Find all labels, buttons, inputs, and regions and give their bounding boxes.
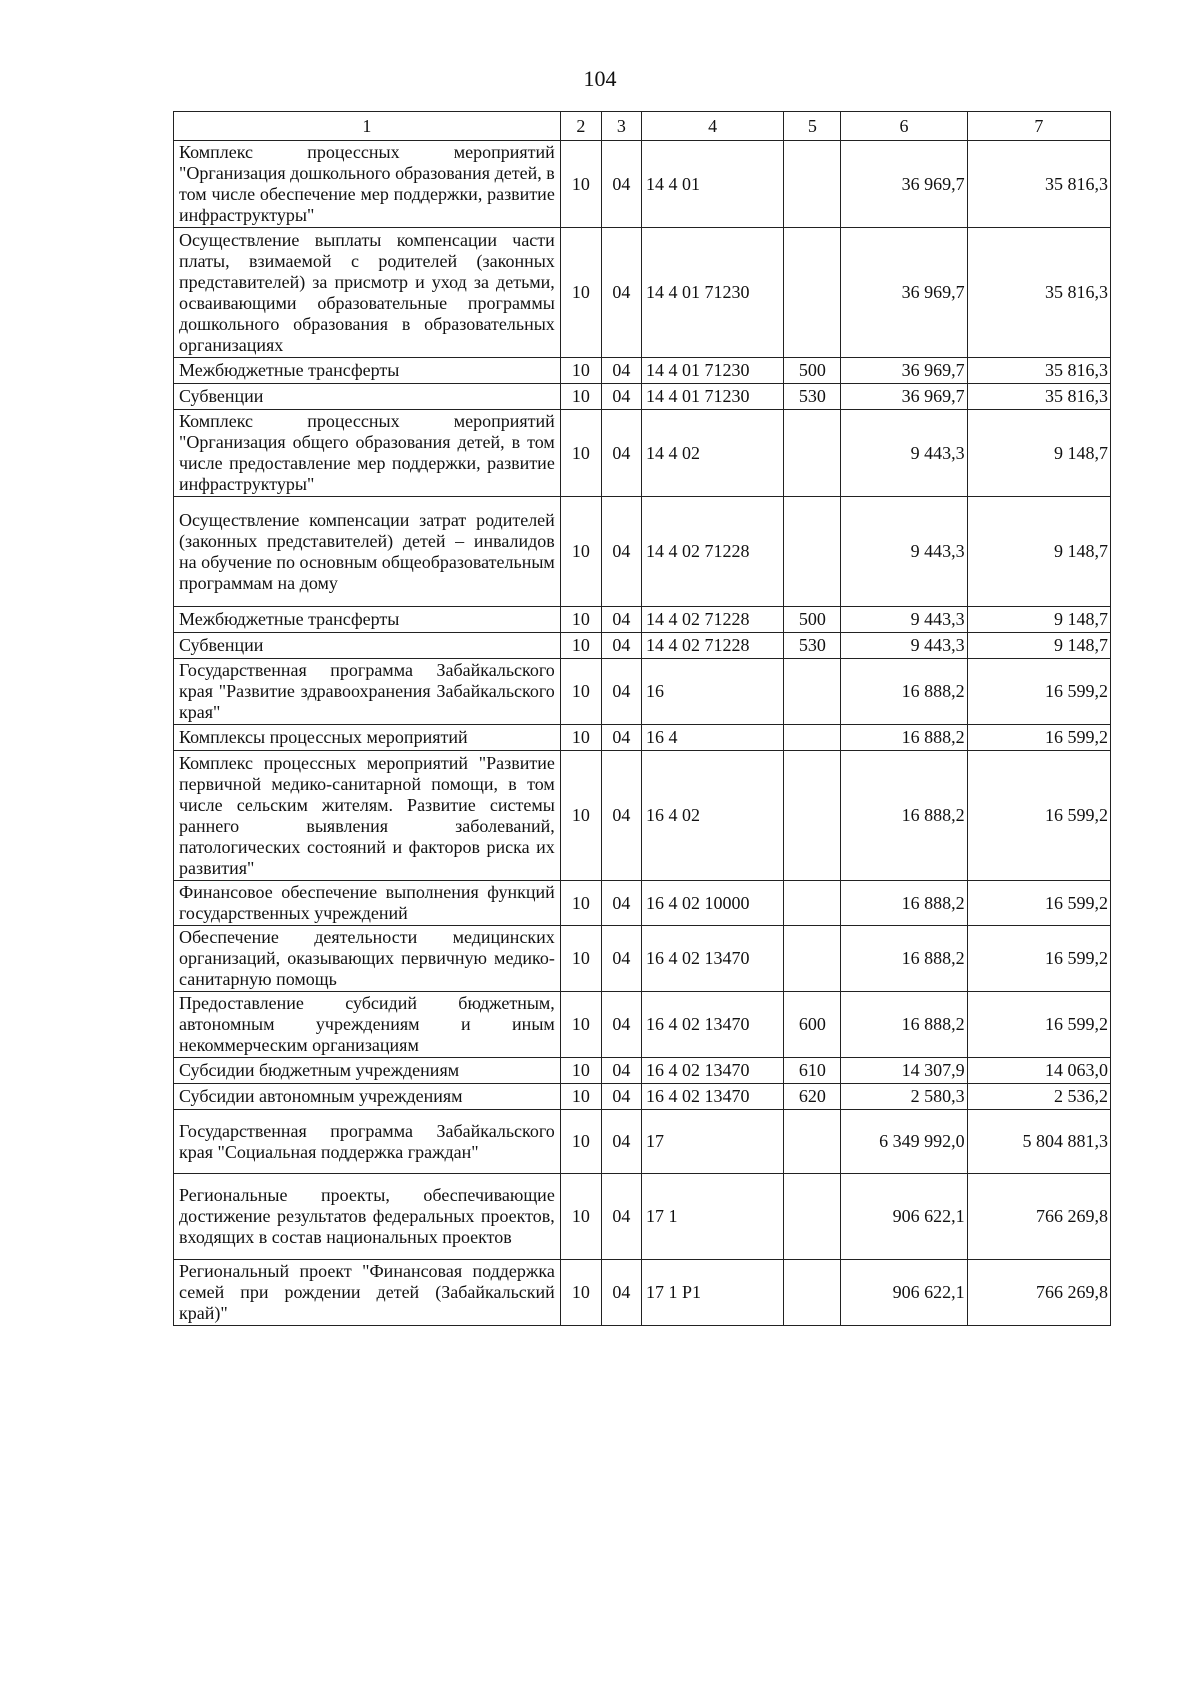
subsection-cell: 04 — [601, 1174, 641, 1260]
amount-col6-cell: 2 580,3 — [841, 1084, 967, 1110]
column-header: 3 — [601, 112, 641, 141]
target-article-cell: 16 4 02 13470 — [641, 926, 783, 992]
column-header: 2 — [560, 112, 601, 141]
subsection-cell: 04 — [601, 992, 641, 1058]
section-cell: 10 — [560, 384, 601, 410]
amount-col7-cell: 16 599,2 — [967, 751, 1110, 881]
expense-type-cell — [784, 881, 841, 926]
table-row — [174, 607, 1111, 633]
amount-col7-cell: 35 816,3 — [967, 358, 1110, 384]
target-article-cell: 14 4 02 71228 — [641, 497, 783, 607]
row-name-cell: Региональный проект "Финансовая поддержка семей при рождении детей (Забайкальский край)" — [174, 1260, 561, 1326]
amount-col6-cell: 36 969,7 — [841, 358, 967, 384]
amount-col7-cell: 5 804 881,3 — [967, 1110, 1110, 1174]
target-article-cell: 16 4 02 13470 — [641, 1058, 783, 1084]
expense-type-cell — [784, 659, 841, 725]
amount-col7-cell: 16 599,2 — [967, 725, 1110, 751]
expense-type-cell — [784, 228, 841, 358]
subsection-cell: 04 — [601, 141, 641, 228]
column-header: 4 — [641, 112, 783, 141]
amount-col6-cell: 36 969,7 — [841, 228, 967, 358]
target-article-cell: 14 4 01 71230 — [641, 358, 783, 384]
subsection-cell: 04 — [601, 497, 641, 607]
subsection-cell: 04 — [601, 1084, 641, 1110]
table-row — [174, 1084, 1111, 1110]
expense-type-cell: 600 — [784, 992, 841, 1058]
subsection-cell: 04 — [601, 1110, 641, 1174]
target-article-cell: 16 4 02 13470 — [641, 1084, 783, 1110]
header-row — [174, 112, 1111, 141]
subsection-cell: 04 — [601, 926, 641, 992]
target-article-cell: 14 4 01 71230 — [641, 384, 783, 410]
budget-table — [173, 111, 1111, 1326]
target-article-cell: 17 1 — [641, 1174, 783, 1260]
row-name-cell: Обеспечение деятельности медицинских организаций, оказывающих первичную медико-санитарную помощь — [174, 926, 561, 992]
subsection-cell: 04 — [601, 881, 641, 926]
amount-col7-cell: 35 816,3 — [967, 141, 1110, 228]
row-name-cell: Комплекс процессных мероприятий "Организация дошкольного образования детей, в том числе обеспечение мер поддержки, развитие инфраструктуры" — [174, 141, 561, 228]
table-row — [174, 141, 1111, 228]
target-article-cell: 14 4 01 71230 — [641, 228, 783, 358]
table-row — [174, 751, 1111, 881]
row-name-cell: Субсидии бюджетным учреждениям — [174, 1058, 561, 1084]
amount-col7-cell: 16 599,2 — [967, 992, 1110, 1058]
table-row — [174, 992, 1111, 1058]
subsection-cell: 04 — [601, 228, 641, 358]
table-row — [174, 881, 1111, 926]
target-article-cell: 14 4 01 — [641, 141, 783, 228]
amount-col6-cell: 16 888,2 — [841, 751, 967, 881]
subsection-cell: 04 — [601, 751, 641, 881]
section-cell: 10 — [560, 1174, 601, 1260]
expense-type-cell: 530 — [784, 633, 841, 659]
subsection-cell: 04 — [601, 1058, 641, 1084]
amount-col7-cell: 766 269,8 — [967, 1260, 1110, 1326]
amount-col7-cell: 35 816,3 — [967, 384, 1110, 410]
amount-col7-cell: 16 599,2 — [967, 881, 1110, 926]
amount-col7-cell: 2 536,2 — [967, 1084, 1110, 1110]
amount-col6-cell: 14 307,9 — [841, 1058, 967, 1084]
row-name-cell: Финансовое обеспечение выполнения функций государственных учреждений — [174, 881, 561, 926]
subsection-cell: 04 — [601, 384, 641, 410]
amount-col7-cell: 9 148,7 — [967, 497, 1110, 607]
row-name-cell: Государственная программа Забайкальского края "Социальная поддержка граждан" — [174, 1110, 561, 1174]
table-row — [174, 1058, 1111, 1084]
amount-col7-cell: 9 148,7 — [967, 607, 1110, 633]
amount-col7-cell: 766 269,8 — [967, 1174, 1110, 1260]
row-name-cell: Субсидии автономным учреждениям — [174, 1084, 561, 1110]
expense-type-cell — [784, 497, 841, 607]
row-name-cell: Осуществление компенсации затрат родителей (законных представителей) детей – инвалидов на обучение по основным общеобразовательным программам на дому — [174, 497, 561, 607]
row-name-cell: Межбюджетные трансферты — [174, 607, 561, 633]
expense-type-cell: 530 — [784, 384, 841, 410]
table-row — [174, 926, 1111, 992]
amount-col7-cell: 9 148,7 — [967, 633, 1110, 659]
table-row — [174, 1110, 1111, 1174]
amount-col6-cell: 36 969,7 — [841, 141, 967, 228]
amount-col7-cell: 16 599,2 — [967, 926, 1110, 992]
row-name-cell: Комплексы процессных мероприятий — [174, 725, 561, 751]
expense-type-cell — [784, 751, 841, 881]
section-cell: 10 — [560, 633, 601, 659]
expense-type-cell — [784, 926, 841, 992]
row-name-cell: Предоставление субсидий бюджетным, автономным учреждениям и иным некоммерческим организациям — [174, 992, 561, 1058]
target-article-cell: 14 4 02 71228 — [641, 607, 783, 633]
expense-type-cell — [784, 1174, 841, 1260]
subsection-cell: 04 — [601, 659, 641, 725]
column-header: 1 — [174, 112, 561, 141]
row-name-cell: Государственная программа Забайкальского края "Развитие здравоохранения Забайкальского края" — [174, 659, 561, 725]
expense-type-cell: 500 — [784, 358, 841, 384]
column-header: 6 — [841, 112, 967, 141]
target-article-cell: 16 4 — [641, 725, 783, 751]
amount-col6-cell: 9 443,3 — [841, 633, 967, 659]
target-article-cell: 16 — [641, 659, 783, 725]
table-row — [174, 725, 1111, 751]
table-row — [174, 633, 1111, 659]
subsection-cell: 04 — [601, 607, 641, 633]
page-number: 104 — [583, 66, 617, 91]
row-name-cell: Региональные проекты, обеспечивающие достижение результатов федеральных проектов, входящих в состав национальных проектов — [174, 1174, 561, 1260]
target-article-cell: 16 4 02 13470 — [641, 992, 783, 1058]
target-article-cell: 16 4 02 10000 — [641, 881, 783, 926]
section-cell: 10 — [560, 141, 601, 228]
section-cell: 10 — [560, 497, 601, 607]
amount-col6-cell: 9 443,3 — [841, 497, 967, 607]
amount-col6-cell: 16 888,2 — [841, 992, 967, 1058]
subsection-cell: 04 — [601, 1260, 641, 1326]
section-cell: 10 — [560, 1084, 601, 1110]
section-cell: 10 — [560, 992, 601, 1058]
amount-col6-cell: 16 888,2 — [841, 926, 967, 992]
table-row — [174, 228, 1111, 358]
expense-type-cell — [784, 1260, 841, 1326]
row-name-cell: Комплекс процессных мероприятий "Организация общего образования детей, в том числе предоставление мер поддержки, развитие инфраструктуры" — [174, 410, 561, 497]
row-name-cell: Субвенции — [174, 384, 561, 410]
table-row — [174, 497, 1111, 607]
expense-type-cell — [784, 141, 841, 228]
table-row — [174, 1260, 1111, 1326]
row-name-cell: Осуществление выплаты компенсации части платы, взимаемой с родителей (законных представителей) за присмотр и уход за детьми, осваивающими образовательные программы дошкольного образования в образовательных организациях — [174, 228, 561, 358]
target-article-cell: 14 4 02 — [641, 410, 783, 497]
amount-col6-cell: 16 888,2 — [841, 659, 967, 725]
section-cell: 10 — [560, 358, 601, 384]
amount-col6-cell: 9 443,3 — [841, 410, 967, 497]
section-cell: 10 — [560, 607, 601, 633]
amount-col6-cell: 6 349 992,0 — [841, 1110, 967, 1174]
amount-col7-cell: 9 148,7 — [967, 410, 1110, 497]
expense-type-cell — [784, 1110, 841, 1174]
table-row — [174, 659, 1111, 725]
amount-col6-cell: 9 443,3 — [841, 607, 967, 633]
column-header: 7 — [967, 112, 1110, 141]
amount-col6-cell: 36 969,7 — [841, 384, 967, 410]
section-cell: 10 — [560, 1260, 601, 1326]
table-row — [174, 358, 1111, 384]
amount-col6-cell: 16 888,2 — [841, 725, 967, 751]
target-article-cell: 14 4 02 71228 — [641, 633, 783, 659]
subsection-cell: 04 — [601, 410, 641, 497]
subsection-cell: 04 — [601, 358, 641, 384]
amount-col7-cell: 14 063,0 — [967, 1058, 1110, 1084]
row-name-cell: Межбюджетные трансферты — [174, 358, 561, 384]
amount-col6-cell: 906 622,1 — [841, 1260, 967, 1326]
table-row — [174, 1174, 1111, 1260]
section-cell: 10 — [560, 926, 601, 992]
expense-type-cell — [784, 725, 841, 751]
subsection-cell: 04 — [601, 633, 641, 659]
row-name-cell: Субвенции — [174, 633, 561, 659]
expense-type-cell: 610 — [784, 1058, 841, 1084]
section-cell: 10 — [560, 1058, 601, 1084]
section-cell: 10 — [560, 228, 601, 358]
section-cell: 10 — [560, 659, 601, 725]
section-cell: 10 — [560, 725, 601, 751]
section-cell: 10 — [560, 410, 601, 497]
expense-type-cell — [784, 410, 841, 497]
amount-col7-cell: 16 599,2 — [967, 659, 1110, 725]
table-row — [174, 410, 1111, 497]
section-cell: 10 — [560, 881, 601, 926]
subsection-cell: 04 — [601, 725, 641, 751]
column-header: 5 — [784, 112, 841, 141]
expense-type-cell: 500 — [784, 607, 841, 633]
amount-col6-cell: 16 888,2 — [841, 881, 967, 926]
amount-col7-cell: 35 816,3 — [967, 228, 1110, 358]
amount-col6-cell: 906 622,1 — [841, 1174, 967, 1260]
target-article-cell: 16 4 02 — [641, 751, 783, 881]
expense-type-cell: 620 — [784, 1084, 841, 1110]
table-row — [174, 384, 1111, 410]
target-article-cell: 17 1 P1 — [641, 1260, 783, 1326]
section-cell: 10 — [560, 751, 601, 881]
section-cell: 10 — [560, 1110, 601, 1174]
row-name-cell: Комплекс процессных мероприятий "Развитие первичной медико-санитарной помощи, в том числе сельским жителям. Развитие системы раннего выявления заболеваний, патологических состояний и факторов риска их развития" — [174, 751, 561, 881]
target-article-cell: 17 — [641, 1110, 783, 1174]
